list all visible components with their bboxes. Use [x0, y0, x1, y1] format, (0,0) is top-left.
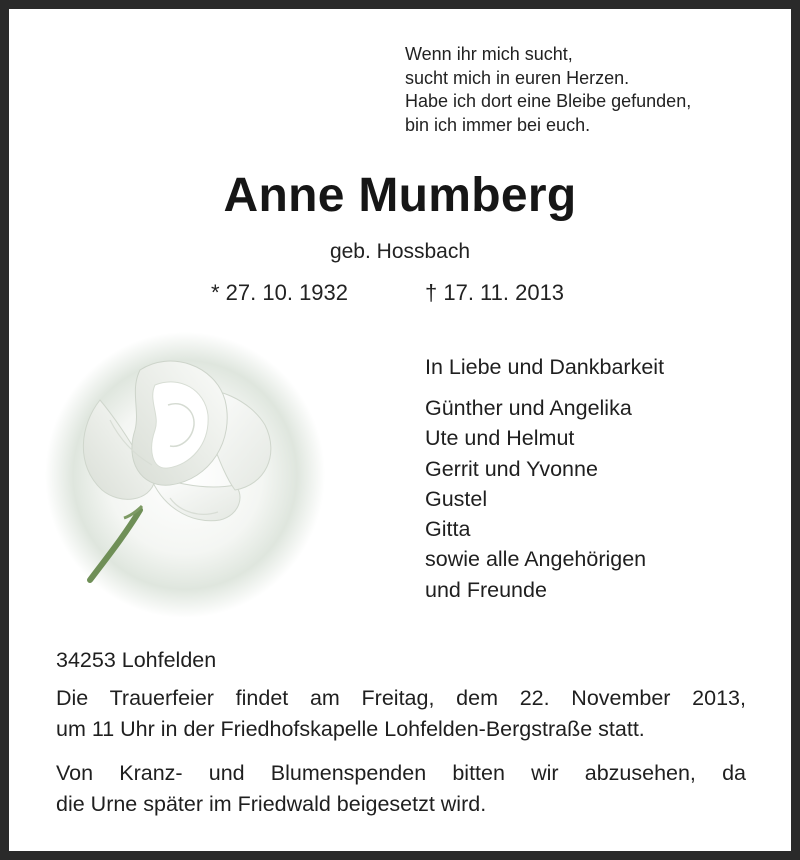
maiden-name: geb. Hossbach — [329, 240, 471, 263]
deceased-name: Anne Mumberg — [223, 169, 577, 222]
mourner-name: und Freunde — [425, 577, 547, 602]
donation-notice — [56, 758, 746, 819]
mourner-name: Gitta — [425, 517, 471, 542]
poem-line: Habe ich dort eine Bleibe gefunden, — [405, 91, 692, 111]
poem — [405, 43, 691, 137]
mourner-name: Ute und Helmut — [425, 426, 575, 451]
white-rose-image — [40, 330, 330, 620]
mourners-heading: In Liebe und Dankbarkeit — [425, 355, 665, 379]
poem-line: sucht mich in euren Herzen. — [405, 67, 630, 88]
mourners-block — [425, 352, 664, 605]
mourner-name: sowie alle Angehörigen — [425, 547, 647, 572]
funeral-notice-line: um 11 Uhr in der Friedhofskapelle Lohfelden-Bergstraße statt. — [56, 716, 645, 741]
mourner-name: Günther und Angelika — [425, 396, 632, 420]
donation-notice-line: die Urne später im Friedwald beigesetzt wird. — [56, 791, 487, 816]
death-date: † 17. 11. 2013 — [425, 280, 565, 305]
funeral-notice — [56, 683, 746, 744]
donation-notice-line: Von Kranz- und Blumenspenden bitten wir abzusehen, da — [56, 761, 746, 785]
birth-date: * 27. 10. 1932 — [211, 280, 349, 305]
mourner-name: Gerrit und Yvonne — [425, 456, 598, 481]
location: 34253 Lohfelden — [56, 648, 217, 672]
funeral-notice-line: Die Trauerfeier findet am Freitag, dem 22. November 2013, — [56, 686, 746, 710]
mourner-name: Gustel — [425, 486, 488, 511]
poem-line: bin ich immer bei euch. — [405, 114, 591, 135]
poem-line: Wenn ihr mich sucht, — [405, 44, 573, 64]
